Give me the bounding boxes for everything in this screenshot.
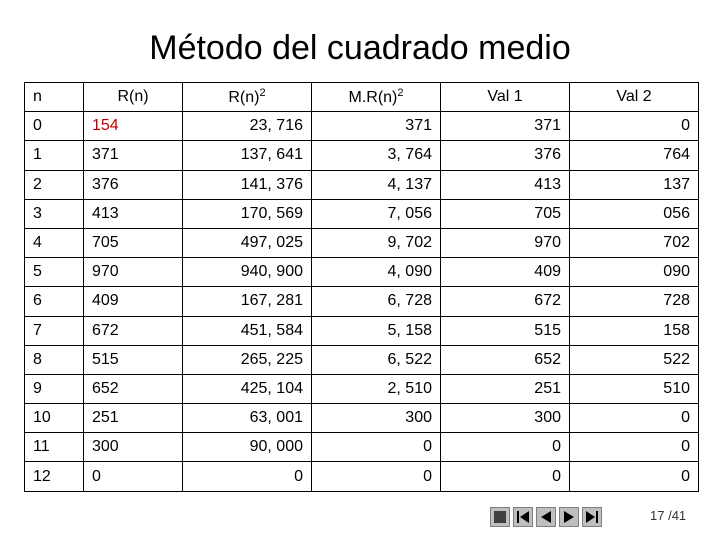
table-cell: 6, 522 [312, 345, 441, 374]
table-cell: 497, 025 [183, 228, 312, 257]
table-row [25, 258, 699, 287]
table-cell: 0 [25, 112, 84, 141]
table-cell: 1 [25, 141, 84, 170]
table-cell: 11 [25, 433, 84, 462]
header-val2: Val 2 [570, 83, 699, 112]
table-cell: 8 [25, 345, 84, 374]
table-cell: 510 [570, 374, 699, 403]
table-cell: 0 [312, 433, 441, 462]
table-cell: 705 [441, 199, 570, 228]
table-cell: 3, 764 [312, 141, 441, 170]
table-cell: 970 [441, 228, 570, 257]
table-cell: 5, 158 [312, 316, 441, 345]
table-cell: 141, 376 [183, 170, 312, 199]
table-cell: 137, 641 [183, 141, 312, 170]
table-cell: 10 [25, 404, 84, 433]
table-cell: 413 [84, 199, 183, 228]
table-cell: 9 [25, 374, 84, 403]
table-cell: 251 [441, 374, 570, 403]
header-rn-squared: $R(n)^2$ [183, 83, 312, 112]
table-row [25, 316, 699, 345]
first-slide-icon[interactable] [513, 507, 533, 527]
table-cell: 63, 001 [183, 404, 312, 433]
last-slide-icon[interactable] [582, 507, 602, 527]
table-cell: 425, 104 [183, 374, 312, 403]
slide-navigation [490, 506, 602, 528]
table-cell: 376 [441, 141, 570, 170]
table-cell: 0 [441, 462, 570, 491]
table-cell: 7 [25, 316, 84, 345]
stop-icon[interactable] [490, 507, 510, 527]
table-cell: 4 [25, 228, 84, 257]
table-cell: 702 [570, 228, 699, 257]
table-cell: 251 [84, 404, 183, 433]
table-cell: 158 [570, 316, 699, 345]
table-cell: 515 [84, 345, 183, 374]
header-rn: R(n) [84, 83, 183, 112]
table-cell: 522 [570, 345, 699, 374]
table-row [25, 112, 699, 141]
table-cell: 409 [441, 258, 570, 287]
table-cell: 409 [84, 287, 183, 316]
table-cell: 413 [441, 170, 570, 199]
table-row [25, 462, 699, 491]
table-cell: 2 [25, 170, 84, 199]
table-cell: 0 [312, 462, 441, 491]
table-cell: 4, 137 [312, 170, 441, 199]
table-cell: 300 [312, 404, 441, 433]
table-cell: 672 [84, 316, 183, 345]
table-cell: 5 [25, 258, 84, 287]
table-cell: 090 [570, 258, 699, 287]
table-cell: 0 [570, 404, 699, 433]
table-cell: 0 [183, 462, 312, 491]
table-cell: 4, 090 [312, 258, 441, 287]
table-cell: 0 [441, 433, 570, 462]
page-current: 17 [650, 508, 665, 523]
header-val1: Val 1 [441, 83, 570, 112]
table-cell: 0 [570, 433, 699, 462]
table-cell: 2, 510 [312, 374, 441, 403]
table-header-row [25, 83, 699, 112]
page-total: /41 [668, 508, 687, 523]
table-row [25, 141, 699, 170]
table-row [25, 345, 699, 374]
table-cell: 705 [84, 228, 183, 257]
table-row [25, 199, 699, 228]
table-cell: 7, 056 [312, 199, 441, 228]
table-cell: 970 [84, 258, 183, 287]
table-cell: 6, 728 [312, 287, 441, 316]
table-cell: 167, 281 [183, 287, 312, 316]
table-cell: 170, 569 [183, 199, 312, 228]
table-cell: 371 [312, 112, 441, 141]
table-cell: 300 [84, 433, 183, 462]
table-cell: 9, 702 [312, 228, 441, 257]
table-row [25, 374, 699, 403]
table-cell: 652 [84, 374, 183, 403]
table-cell: 265, 225 [183, 345, 312, 374]
table-row [25, 433, 699, 462]
next-slide-icon[interactable] [559, 507, 579, 527]
table-cell: 90, 000 [183, 433, 312, 462]
table-row [25, 404, 699, 433]
table-row [25, 228, 699, 257]
table-cell: 137 [570, 170, 699, 199]
table-row [25, 287, 699, 316]
table-cell: 515 [441, 316, 570, 345]
page-counter [650, 508, 686, 523]
table-cell: 0 [570, 112, 699, 141]
table-cell: 371 [84, 141, 183, 170]
table-cell: 652 [441, 345, 570, 374]
table-cell: 371 [441, 112, 570, 141]
table-cell: 23, 716 [183, 112, 312, 141]
table-cell: 764 [570, 141, 699, 170]
header-n: n [25, 83, 84, 112]
table-cell: 0 [570, 462, 699, 491]
table-row [25, 170, 699, 199]
table-cell: 056 [570, 199, 699, 228]
table-cell: 3 [25, 199, 84, 228]
table-cell: 376 [84, 170, 183, 199]
table-cell: 451, 584 [183, 316, 312, 345]
data-table [24, 82, 699, 492]
table-cell: 154 [84, 112, 183, 141]
previous-slide-icon[interactable] [536, 507, 556, 527]
table-cell: 0 [84, 462, 183, 491]
slide-title: Método del cuadrado medio [149, 29, 571, 67]
table-cell: 12 [25, 462, 84, 491]
table-cell: 6 [25, 287, 84, 316]
table-cell: 672 [441, 287, 570, 316]
table-cell: 940, 900 [183, 258, 312, 287]
header-mr-n-squared: $M.R(n)^2$ [312, 83, 441, 112]
table-cell: 300 [441, 404, 570, 433]
table-cell: 728 [570, 287, 699, 316]
